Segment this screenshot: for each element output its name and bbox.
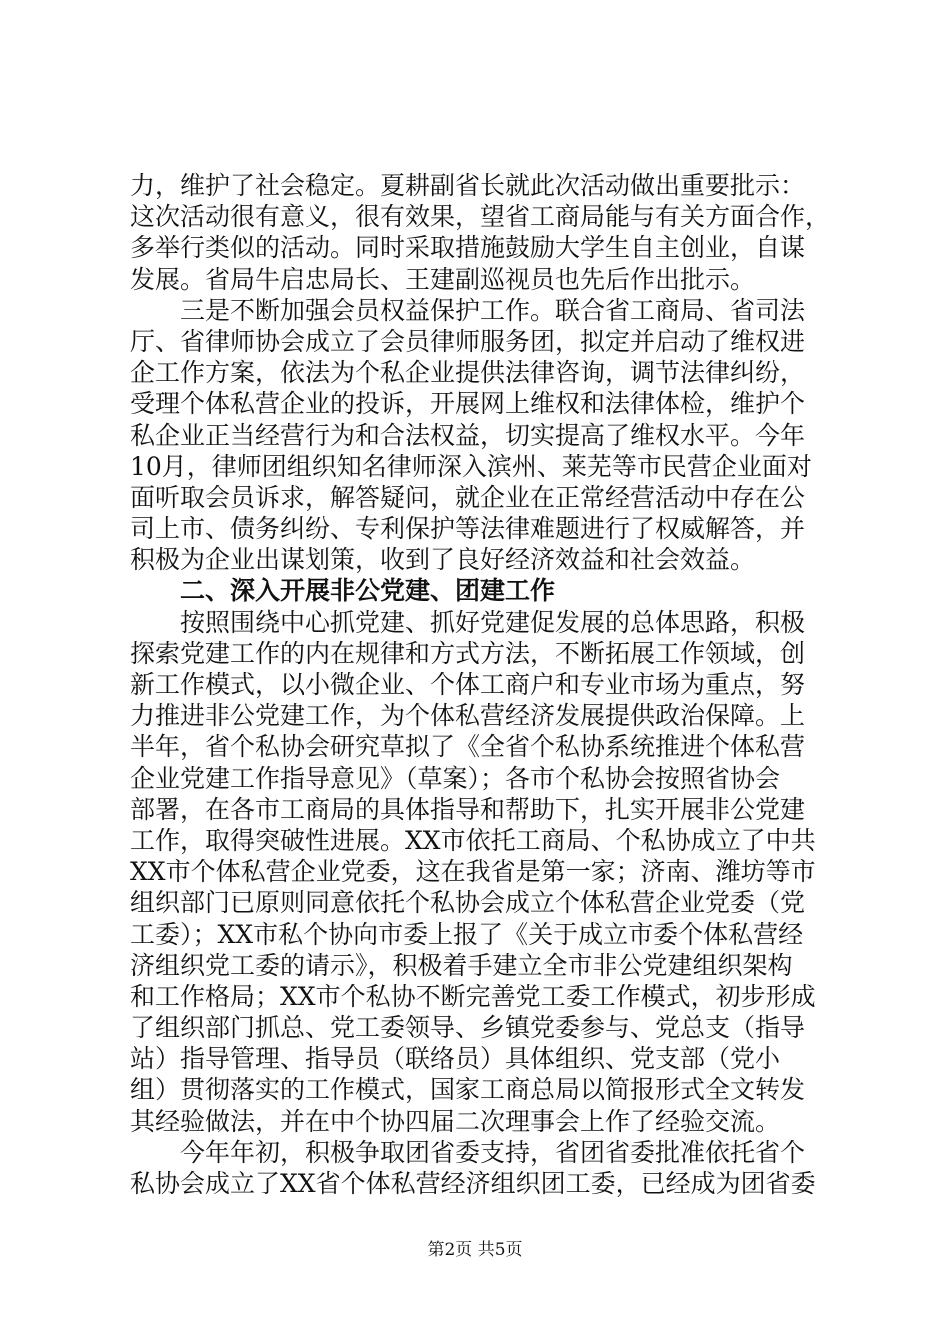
text-line: 组织部门已原则同意依托个私协会成立个体私营企业党委（党 <box>130 888 806 918</box>
text-line: 面听取会员诉求，解答疑问，就企业在正常经营活动中存在公 <box>130 482 806 512</box>
text-line: 和工作格局；XX市个私协不断完善党工委工作模式，初步形成 <box>130 981 816 1011</box>
text-line: 司上市、债务纠纷、专利保护等法律难题进行了权威解答，并 <box>130 514 806 544</box>
text-line: 今年年初，积极争取团省委支持，省团省委批准依托省个 <box>180 1137 806 1167</box>
text-line: 受理个体私营企业的投诉，开展网上维权和法律体检，维护个 <box>130 389 806 419</box>
text-line: 发展。省局牛启忠局长、王建副巡视员也先后作出批示。 <box>130 264 756 294</box>
text-line: 工委）；XX市私个协向市委上报了《关于成立市委个体私营经 <box>130 919 804 949</box>
section-heading: 二、深入开展非公党建、团建工作 <box>180 576 556 606</box>
text-line: XX市个体私营企业党委，这在我省是第一家；济南、潍坊等市 <box>130 857 816 887</box>
text-line: 多举行类似的活动。同时采取措施鼓励大学生自主创业，自谋 <box>130 233 806 263</box>
text-line: 站）指导管理、指导员（联络员）具体组织、党支部（党小 <box>130 1044 781 1074</box>
text-line: 企工作方案，依法为个私企业提供法律咨询，调节法律纠纷， <box>130 358 806 388</box>
text-line: 企业党建工作指导意见》（草案）；各市个私协会按照省协会 <box>130 763 781 793</box>
text-line: 探索党建工作的内在规律和方式方法，不断拓展工作领域，创 <box>130 638 806 668</box>
text-line: 这次活动很有意义，很有效果，望省工商局能与有关方面合作， <box>130 202 831 232</box>
text-line: 半年，省个私协会研究草拟了《全省个私协系统推进个体私营 <box>130 732 806 762</box>
text-line: 了组织部门抓总、党工委领导、乡镇党委参与、党总支（指导 <box>130 1013 806 1043</box>
text-line: 私协会成立了XX省个体私营经济组织团工委，已经成为团省委 <box>130 1169 816 1198</box>
text-line: 济组织党工委的请示》，积极着手建立全市非公党建组织架构 <box>130 950 793 980</box>
text-line: 三是不断加强会员权益保护工作。联合省工商局、省司法 <box>180 295 806 325</box>
text-line: 积极为企业出谋划策，收到了良好经济效益和社会效益。 <box>130 545 756 575</box>
text-line: 10月，律师团组织知名律师深入滨州、莱芜等市民营企业面对 <box>130 451 812 481</box>
document-body <box>130 170 830 1199</box>
text-line: 私企业正当经营行为和合法权益，切实提高了维权水平。今年 <box>130 420 806 450</box>
text-line: 其经验做法，并在中个协四届二次理事会上作了经验交流。 <box>130 1106 781 1136</box>
text-line: 工作，取得突破性进展。XX市依托工商局、个私协成立了中共 <box>130 825 816 855</box>
text-line: 组）贯彻落实的工作模式，国家工商总局以简报形式全文转发 <box>130 1075 806 1105</box>
text-line: 力，维护了社会稳定。夏耕副省长就此次活动做出重要批示： <box>130 171 806 200</box>
text-line: 部署，在各市工商局的具体指导和帮助下，扎实开展非公党建 <box>130 794 806 824</box>
text-line: 新工作模式，以小微企业、个体工商户和专业市场为重点，努 <box>130 670 806 699</box>
text-line: 厅、省律师协会成立了会员律师服务团，拟定并启动了维权进 <box>130 326 806 356</box>
text-line: 按照围绕中心抓党建、抓好党建促发展的总体思路，积极 <box>180 607 806 637</box>
text-line: 力推进非公党建工作，为个体私营经济发展提供政治保障。上 <box>130 701 806 731</box>
page-footer: 第2页 共5页 <box>427 1240 523 1260</box>
